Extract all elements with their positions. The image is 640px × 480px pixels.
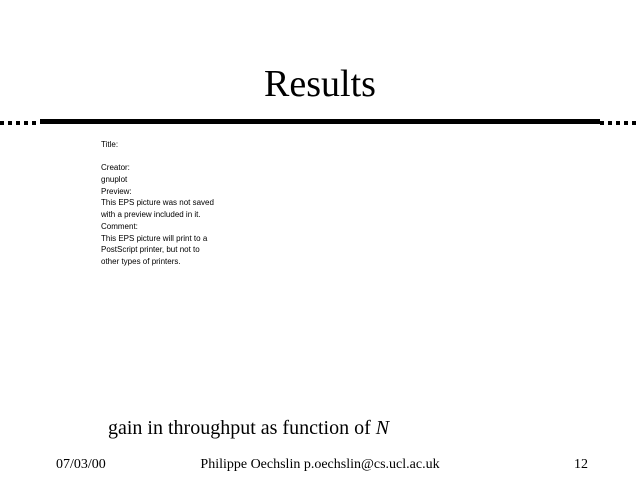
slide-title: Results	[264, 63, 376, 105]
footer-author: Philippe Oechslin p.oechslin@cs.ucl.ac.uk	[200, 457, 440, 472]
eps-creator-label: Creator:	[101, 163, 130, 173]
caption-text: gain in throughput as function of	[108, 417, 376, 439]
caption-variable: N	[375, 417, 390, 439]
eps-comment-text-1: This EPS picture will print to a	[101, 233, 208, 243]
eps-blank-line	[101, 151, 281, 163]
footer-page-number: 12	[574, 457, 588, 472]
divider-bar	[40, 119, 600, 124]
eps-comment-label: Comment:	[101, 221, 138, 231]
figure-caption	[108, 416, 389, 440]
eps-preview-placeholder	[101, 139, 281, 268]
eps-title-label: Title:	[101, 140, 119, 149]
eps-comment-text-3: other types of printers.	[101, 256, 181, 266]
eps-preview-text-2: with a preview included in it.	[101, 210, 201, 220]
eps-creator-value: gnuplot	[101, 175, 128, 185]
eps-preview-text-1: This EPS picture was not saved	[101, 198, 214, 208]
footer-date: 07/03/00	[56, 457, 106, 472]
divider-dots-left	[0, 121, 40, 125]
eps-preview-label: Preview:	[101, 186, 132, 196]
title-divider	[0, 119, 640, 127]
eps-comment-text-2: PostScript printer, but not to	[101, 245, 200, 255]
divider-dots-right	[600, 121, 640, 125]
